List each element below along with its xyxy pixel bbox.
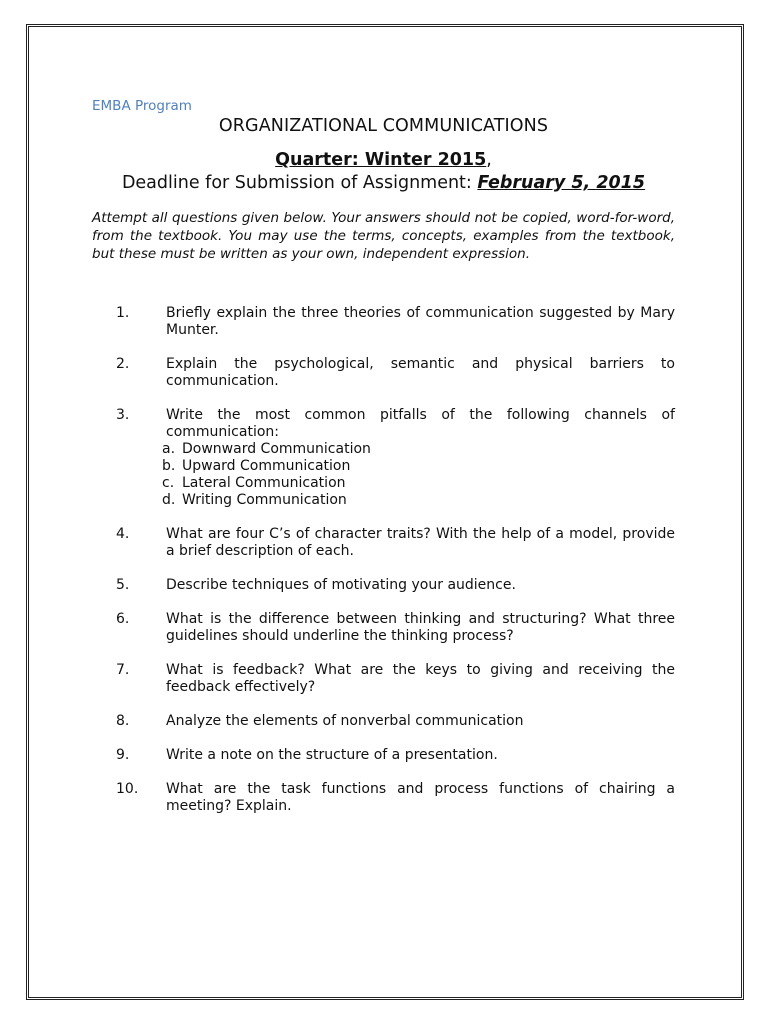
question-number: 8. — [116, 713, 130, 729]
question-item — [92, 356, 675, 390]
sub-item-list — [162, 441, 675, 509]
question-item — [92, 407, 675, 509]
question-number: 5. — [116, 577, 130, 593]
deadline-date: February 5, 2015 — [477, 173, 646, 193]
question-text: What is the difference between thinking and structuring? What three guidelines should underline the thinking process? — [166, 611, 675, 644]
document-content — [92, 97, 675, 832]
sub-item — [162, 492, 675, 509]
program-label: EMBA Program — [92, 98, 192, 114]
question-number: 10. — [116, 781, 139, 797]
quarter-label: Quarter: Winter 2015 — [275, 150, 487, 170]
question-text: What are four C’s of character traits? With the help of a model, provide a brief description of each. — [166, 526, 675, 559]
question-number: 1. — [116, 305, 130, 321]
course-title: ORGANIZATIONAL COMMUNICATIONS — [218, 116, 549, 136]
sub-item-letter: d. — [162, 492, 176, 508]
instructions-text: Attempt all questions given below. Your answers should not be copied, word-for-word, from the textbook. You may use the terms, concepts, examples from the textbook, but these must be written as your own, independent expression. — [92, 210, 675, 262]
question-item — [92, 305, 675, 339]
question-text: Write the most common pitfalls of the following channels of communication: — [166, 407, 675, 440]
sub-item-letter: a. — [162, 441, 176, 457]
question-list — [92, 305, 675, 815]
question-text: Explain the psychological, semantic and physical barriers to communication. — [166, 356, 675, 389]
sub-item-text: Downward Communication — [182, 441, 371, 457]
sub-item-text: Lateral Communication — [182, 475, 346, 491]
question-number: 3. — [116, 407, 130, 423]
assignment-heading — [92, 149, 675, 195]
sub-item-letter: b. — [162, 458, 176, 474]
sub-item — [162, 475, 675, 492]
question-text: Analyze the elements of nonverbal communication — [166, 713, 524, 729]
question-text: Briefly explain the three theories of communication suggested by Mary Munter. — [166, 305, 675, 338]
sub-item — [162, 441, 675, 458]
question-number: 7. — [116, 662, 130, 678]
question-number: 6. — [116, 611, 130, 627]
sub-item-letter: c. — [162, 475, 175, 491]
question-number: 2. — [116, 356, 130, 372]
sub-item-text: Writing Communication — [182, 492, 347, 508]
question-item — [92, 577, 675, 594]
question-item — [92, 713, 675, 730]
sub-item — [162, 458, 675, 475]
question-item — [92, 781, 675, 815]
question-text: Describe techniques of motivating your audience. — [166, 577, 516, 593]
question-text: Write a note on the structure of a presentation. — [166, 747, 498, 763]
question-number: 9. — [116, 747, 130, 763]
question-item — [92, 526, 675, 560]
sub-item-text: Upward Communication — [182, 458, 351, 474]
question-item — [92, 611, 675, 645]
question-text: What is feedback? What are the keys to giving and receiving the feedback effectively? — [166, 662, 675, 695]
question-item — [92, 662, 675, 696]
quarter-suffix: , — [486, 150, 492, 170]
question-number: 4. — [116, 526, 130, 542]
deadline-label: Deadline for Submission of Assignment: — [121, 173, 478, 193]
question-item — [92, 747, 675, 764]
question-text: What are the task functions and process functions of chairing a meeting? Explain. — [166, 781, 675, 814]
